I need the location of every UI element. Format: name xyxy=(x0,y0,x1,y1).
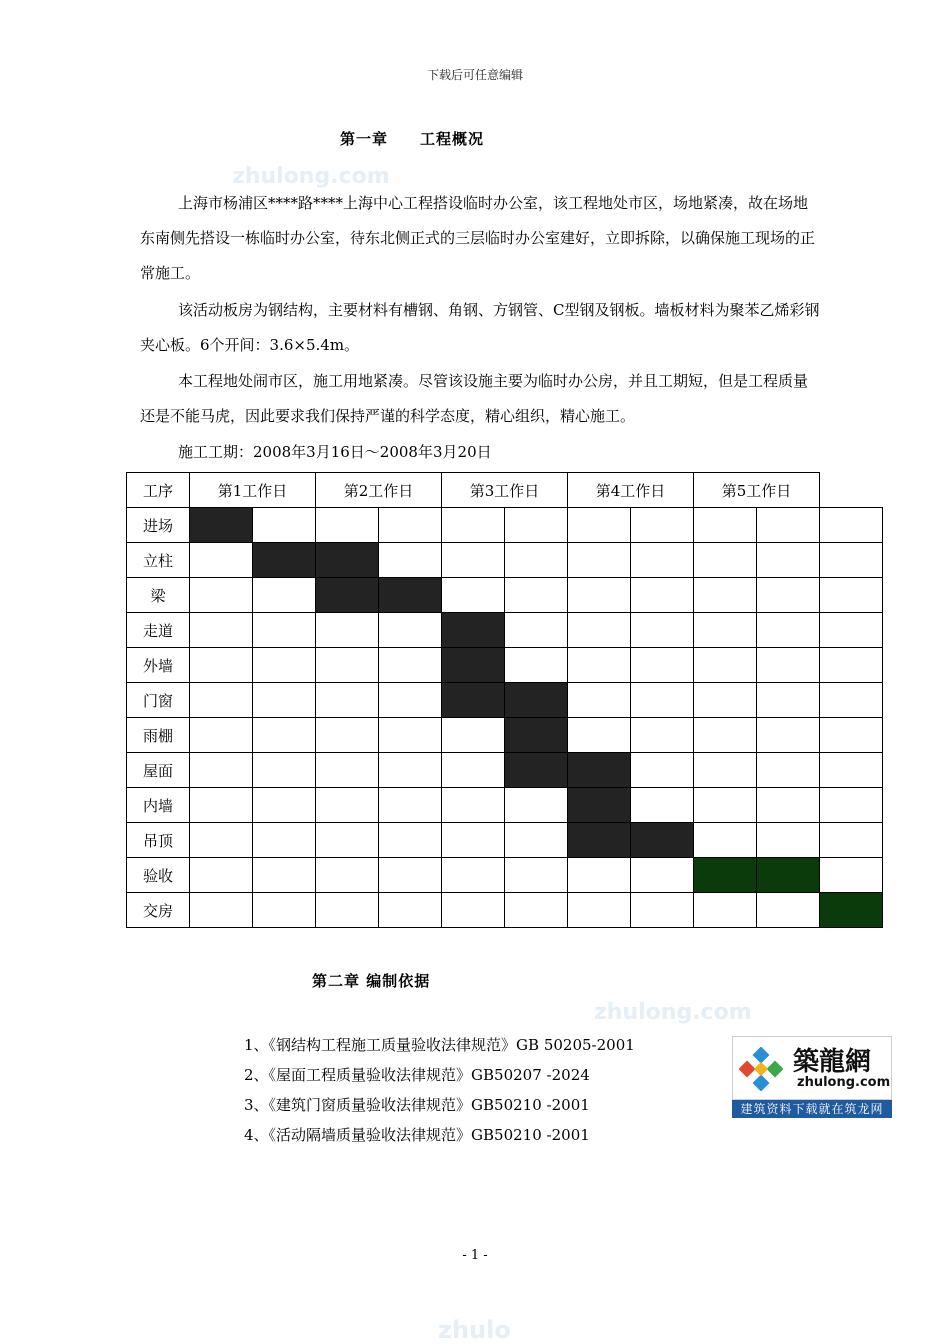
schedule-bar-cell xyxy=(442,648,505,683)
schedule-bar-cell xyxy=(316,543,379,578)
schedule-empty-cell xyxy=(190,858,253,893)
schedule-empty-cell xyxy=(253,613,316,648)
schedule-empty-cell xyxy=(190,648,253,683)
schedule-empty-cell xyxy=(442,893,505,928)
schedule-empty-cell xyxy=(631,753,694,788)
schedule-empty-cell xyxy=(631,508,694,543)
schedule-row xyxy=(127,858,883,893)
schedule-empty-cell xyxy=(379,823,442,858)
watermark: zhulong.com xyxy=(232,164,390,189)
schedule-empty-cell xyxy=(442,508,505,543)
schedule-empty-cell xyxy=(316,613,379,648)
schedule-empty-cell xyxy=(820,648,883,683)
schedule-empty-cell xyxy=(757,683,820,718)
snowflake-logo-icon xyxy=(739,1047,783,1091)
logo-slogan: 建筑资料下载就在筑龙网 xyxy=(732,1100,892,1118)
schedule-empty-cell xyxy=(568,718,631,753)
schedule-bar-cell xyxy=(316,578,379,613)
schedule-row xyxy=(127,508,883,543)
schedule-empty-cell xyxy=(568,683,631,718)
schedule-empty-cell xyxy=(568,543,631,578)
schedule-row xyxy=(127,893,883,928)
schedule-empty-cell xyxy=(568,578,631,613)
schedule-empty-cell xyxy=(568,508,631,543)
schedule-empty-cell xyxy=(379,683,442,718)
schedule-empty-cell xyxy=(694,648,757,683)
schedule-row xyxy=(127,543,883,578)
schedule-empty-cell xyxy=(820,578,883,613)
schedule-stage-label: 内墙 xyxy=(127,788,190,823)
chapter-2-title: 第二章 编制依据 xyxy=(312,972,431,990)
schedule-empty-cell xyxy=(379,508,442,543)
schedule-row xyxy=(127,648,883,683)
schedule-empty-cell xyxy=(694,718,757,753)
schedule-day-header: 第4工作日 xyxy=(568,473,694,508)
schedule-empty-cell xyxy=(631,788,694,823)
schedule-empty-cell xyxy=(379,753,442,788)
schedule-bar-cell xyxy=(505,753,568,788)
schedule-empty-cell xyxy=(190,613,253,648)
watermark: zhulong.com xyxy=(594,1000,752,1025)
schedule-empty-cell xyxy=(190,753,253,788)
schedule-day-header: 第2工作日 xyxy=(316,473,442,508)
schedule-empty-cell xyxy=(820,858,883,893)
schedule-empty-cell xyxy=(253,753,316,788)
header-note: 下载后可任意编辑 xyxy=(426,68,523,82)
schedule-empty-cell xyxy=(253,788,316,823)
schedule-empty-cell xyxy=(505,823,568,858)
reference-list xyxy=(244,1030,635,1150)
schedule-empty-cell xyxy=(442,823,505,858)
schedule-empty-cell xyxy=(316,858,379,893)
schedule-empty-cell xyxy=(316,648,379,683)
schedule-empty-cell xyxy=(757,753,820,788)
schedule-stage-label: 立柱 xyxy=(127,543,190,578)
schedule-empty-cell xyxy=(253,823,316,858)
paragraph-location: 上海市杨浦区****路****上海中心工程搭设临时办公室，该工程地处市区，场地紧凑，故在场地东南侧先搭设一栋临时办公室，待东北侧正式的三层临时办公室建好，立即拆除，以确保施工现场的正常施工。 xyxy=(140,194,816,282)
schedule-empty-cell xyxy=(505,578,568,613)
schedule-empty-cell xyxy=(694,893,757,928)
schedule-empty-cell xyxy=(379,613,442,648)
schedule-empty-cell xyxy=(757,823,820,858)
schedule-stage-label: 屋面 xyxy=(127,753,190,788)
schedule-bar-cell xyxy=(568,788,631,823)
schedule-empty-cell xyxy=(316,753,379,788)
schedule-empty-cell xyxy=(190,543,253,578)
schedule-row xyxy=(127,683,883,718)
schedule-empty-cell xyxy=(820,613,883,648)
schedule-bar-cell xyxy=(253,543,316,578)
schedule-empty-cell xyxy=(631,718,694,753)
schedule-stage-header: 工序 xyxy=(127,473,190,508)
schedule-empty-cell xyxy=(757,648,820,683)
schedule-empty-cell xyxy=(631,893,694,928)
schedule-stage-label: 吊顶 xyxy=(127,823,190,858)
schedule-empty-cell xyxy=(820,718,883,753)
schedule-empty-cell xyxy=(694,823,757,858)
schedule-empty-cell xyxy=(442,543,505,578)
schedule-bar-cell xyxy=(694,858,757,893)
schedule-empty-cell xyxy=(316,788,379,823)
schedule-empty-cell xyxy=(379,858,442,893)
schedule-header-row xyxy=(127,473,883,508)
schedule-day-header: 第3工作日 xyxy=(442,473,568,508)
schedule-stage-label: 交房 xyxy=(127,893,190,928)
schedule-stage-label: 雨棚 xyxy=(127,718,190,753)
schedule-bar-cell xyxy=(442,613,505,648)
schedule-empty-cell xyxy=(505,543,568,578)
reference-item: 3、《建筑门窗质量验收法律规范》GB50210 -2001 xyxy=(244,1096,590,1114)
schedule-empty-cell xyxy=(379,543,442,578)
schedule-empty-cell xyxy=(757,613,820,648)
schedule-bar-cell xyxy=(505,718,568,753)
schedule-empty-cell xyxy=(820,508,883,543)
schedule-empty-cell xyxy=(190,823,253,858)
watermark: zhulo xyxy=(438,1316,511,1344)
schedule-empty-cell xyxy=(379,788,442,823)
paragraph-structure: 该活动板房为钢结构，主要材料有槽钢、角钢、方钢管、C型钢及钢板。墙板材料为聚苯乙烯彩钢夹心板。6个开间：3.6×5.4m。 xyxy=(140,301,820,354)
schedule-bar-cell xyxy=(757,858,820,893)
schedule-empty-cell xyxy=(820,543,883,578)
paragraph-duration: 施工工期：2008年3月16日～2008年3月20日 xyxy=(178,443,492,461)
schedule-empty-cell xyxy=(253,508,316,543)
schedule-row xyxy=(127,823,883,858)
schedule-empty-cell xyxy=(757,893,820,928)
schedule-empty-cell xyxy=(253,893,316,928)
schedule-empty-cell xyxy=(694,788,757,823)
schedule-stage-label: 外墙 xyxy=(127,648,190,683)
schedule-bar-cell xyxy=(505,683,568,718)
schedule-empty-cell xyxy=(694,508,757,543)
schedule-empty-cell xyxy=(379,893,442,928)
schedule-empty-cell xyxy=(694,683,757,718)
schedule-empty-cell xyxy=(316,823,379,858)
schedule-empty-cell xyxy=(253,648,316,683)
schedule-empty-cell xyxy=(379,648,442,683)
schedule-empty-cell xyxy=(316,508,379,543)
schedule-bar-cell xyxy=(190,508,253,543)
schedule-row xyxy=(127,578,883,613)
schedule-bar-cell xyxy=(631,823,694,858)
schedule-empty-cell xyxy=(757,578,820,613)
schedule-bar-cell xyxy=(568,753,631,788)
schedule-empty-cell xyxy=(757,718,820,753)
schedule-empty-cell xyxy=(568,858,631,893)
schedule-empty-cell xyxy=(694,613,757,648)
schedule-empty-cell xyxy=(316,893,379,928)
schedule-empty-cell xyxy=(631,613,694,648)
schedule-row xyxy=(127,718,883,753)
schedule-empty-cell xyxy=(631,683,694,718)
schedule-empty-cell xyxy=(442,753,505,788)
schedule-empty-cell xyxy=(442,788,505,823)
schedule-empty-cell xyxy=(631,578,694,613)
schedule-empty-cell xyxy=(442,858,505,893)
schedule-empty-cell xyxy=(505,858,568,893)
schedule-empty-cell xyxy=(316,683,379,718)
schedule-empty-cell xyxy=(757,543,820,578)
schedule-empty-cell xyxy=(820,753,883,788)
page-number: - 1 - xyxy=(462,1248,488,1263)
schedule-row xyxy=(127,753,883,788)
schedule-empty-cell xyxy=(568,648,631,683)
chapter-1-title: 第一章 工程概况 xyxy=(340,130,485,148)
schedule-empty-cell xyxy=(442,718,505,753)
schedule-bar-cell xyxy=(379,578,442,613)
schedule-stage-label: 验收 xyxy=(127,858,190,893)
reference-item: 4、《活动隔墙质量验收法律规范》GB50210 -2001 xyxy=(244,1126,590,1144)
schedule-empty-cell xyxy=(316,718,379,753)
schedule-empty-cell xyxy=(253,578,316,613)
schedule-empty-cell xyxy=(631,858,694,893)
schedule-day-header: 第1工作日 xyxy=(190,473,316,508)
schedule-empty-cell xyxy=(757,788,820,823)
schedule-empty-cell xyxy=(568,893,631,928)
schedule-empty-cell xyxy=(820,788,883,823)
schedule-empty-cell xyxy=(631,543,694,578)
schedule-empty-cell xyxy=(820,683,883,718)
schedule-day-header: 第5工作日 xyxy=(694,473,820,508)
schedule-empty-cell xyxy=(505,613,568,648)
schedule-empty-cell xyxy=(505,893,568,928)
logo-name-cn: 築龍網 xyxy=(793,1047,872,1077)
schedule-empty-cell xyxy=(631,648,694,683)
schedule-empty-cell xyxy=(568,613,631,648)
schedule-table xyxy=(126,472,883,928)
logo-name-en: zhulong.com xyxy=(797,1075,891,1090)
schedule-empty-cell xyxy=(820,823,883,858)
schedule-empty-cell xyxy=(253,683,316,718)
schedule-row xyxy=(127,788,883,823)
schedule-empty-cell xyxy=(442,578,505,613)
schedule-empty-cell xyxy=(379,718,442,753)
schedule-stage-label: 进场 xyxy=(127,508,190,543)
schedule-stage-label: 梁 xyxy=(127,578,190,613)
schedule-empty-cell xyxy=(190,788,253,823)
schedule-empty-cell xyxy=(505,788,568,823)
schedule-empty-cell xyxy=(694,578,757,613)
schedule-row xyxy=(127,613,883,648)
schedule-empty-cell xyxy=(694,753,757,788)
schedule-empty-cell xyxy=(190,893,253,928)
schedule-empty-cell xyxy=(190,578,253,613)
schedule-empty-cell xyxy=(505,648,568,683)
reference-item: 1、《钢结构工程施工质量验收法律规范》GB 50205-2001 xyxy=(244,1036,635,1054)
schedule-empty-cell xyxy=(505,508,568,543)
schedule-empty-cell xyxy=(253,858,316,893)
schedule-bar-cell xyxy=(442,683,505,718)
schedule-empty-cell xyxy=(757,508,820,543)
paragraph-quality: 本工程地处闹市区，施工用地紧凑。尽管该设施主要为临时办公房，并且工期短，但是工程质量还是不能马虎，因此要求我们保持严谨的科学态度，精心组织，精心施工。 xyxy=(140,372,809,425)
schedule-empty-cell xyxy=(253,718,316,753)
zhulong-logo xyxy=(732,1036,892,1118)
schedule-stage-label: 门窗 xyxy=(127,683,190,718)
reference-item: 2、《屋面工程质量验收法律规范》GB50207 -2024 xyxy=(244,1066,590,1084)
schedule-stage-label: 走道 xyxy=(127,613,190,648)
schedule-bar-cell xyxy=(820,893,883,928)
schedule-empty-cell xyxy=(190,683,253,718)
schedule-empty-cell xyxy=(694,543,757,578)
schedule-bar-cell xyxy=(568,823,631,858)
schedule-empty-cell xyxy=(190,718,253,753)
